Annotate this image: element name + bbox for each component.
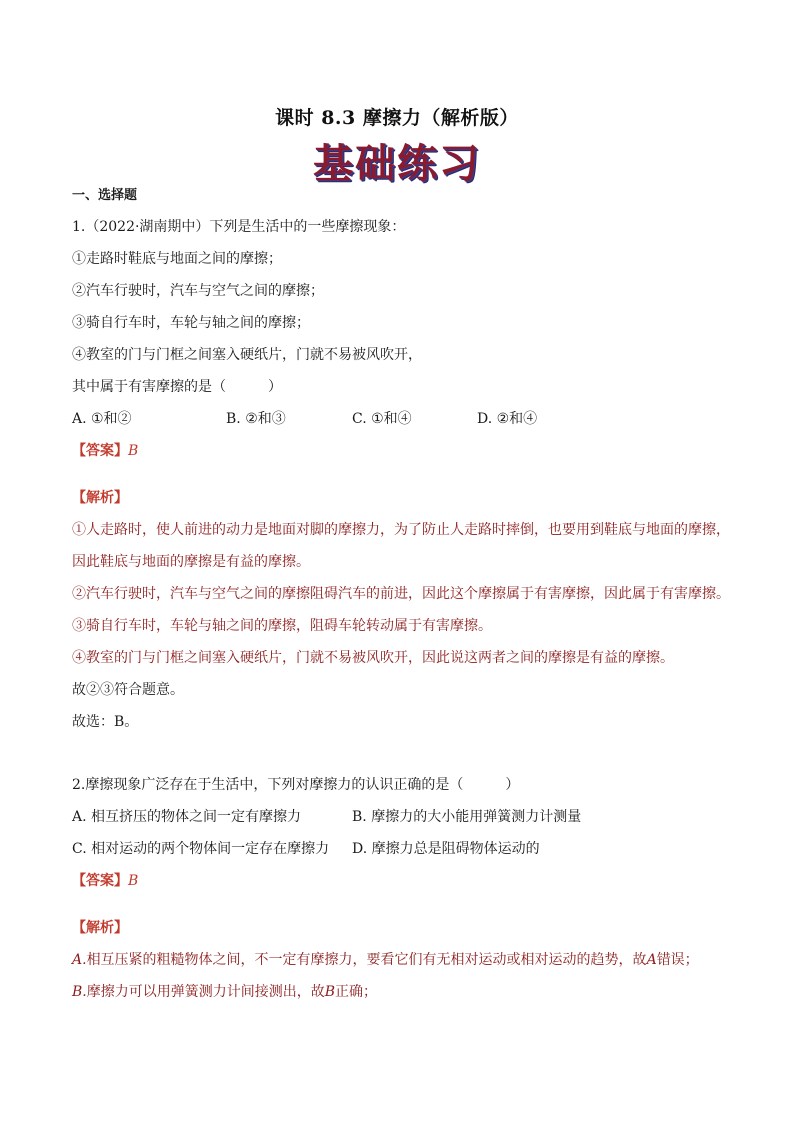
q1-answer-label: 【答案】: [72, 443, 128, 459]
q1-prompt: 其中属于有害摩擦的是（ ）: [72, 379, 282, 395]
q1-item-4: ④教室的门与门框之间塞入硬纸片，门就不易被风吹开，: [72, 347, 422, 363]
q1-analysis-label: [72, 489, 128, 507]
q1-option-a: A. ①和②: [72, 411, 132, 427]
q2-stem: 2.摩擦现象广泛存在于生活中，下列对摩擦力的认识正确的是（ ）: [72, 777, 520, 793]
q2-analysis-tag: 【解析】: [72, 920, 128, 936]
q1-choice: 故选：B。: [72, 714, 139, 730]
q1-item-3: ③骑自行车时，车轮与轴之间的摩擦；: [72, 315, 310, 331]
q2-analysis-b-letter: B: [324, 984, 336, 1000]
q2-option-c: C. 相对运动的两个物体间一定存在摩擦力: [72, 841, 330, 857]
q1-option-b: B. ②和③: [226, 411, 286, 427]
q2-option-a: A. 相互挤压的物体之间一定有摩擦力: [72, 809, 302, 825]
q2-option-b: B. 摩擦力的大小能用弹簧测力计测量: [352, 809, 582, 825]
q2-analysis-a-prefix: A.: [72, 952, 87, 968]
q2-analysis-b-text: 摩擦力可以用弹簧测力计间接测出，故: [86, 984, 325, 1000]
q1-analysis-tag: 【解析】: [72, 490, 128, 506]
q2-option-d: D. 摩擦力总是阻碍物体运动的: [352, 841, 540, 857]
q2-analysis-label: [72, 919, 128, 937]
q1-conclusion: 故②③符合题意。: [72, 682, 184, 698]
q1-analysis-line-1: ①人走路时，使人前进的动力是地面对脚的摩擦力，为了防止人走路时摔倒，也要用到鞋底与地面的摩擦，: [72, 522, 730, 538]
q2-answer-label: 【答案】: [72, 873, 128, 889]
q1-analysis-line-3: ②汽车行驶时，汽车与空气之间的摩擦阻碍汽车的前进，因此这个摩擦属于有害摩擦，因此属于有害摩擦。: [72, 586, 730, 602]
q2-analysis-a-end: 错误；: [656, 952, 699, 968]
q2-analysis-b: [72, 983, 377, 1001]
q2-answer-value: B: [128, 873, 139, 889]
q1-analysis-line-4: ③骑自行车时，车轮与轴之间的摩擦，阻碍车轮转动属于有害摩擦。: [72, 618, 492, 634]
q2-analysis-a-letter: A: [646, 952, 657, 968]
q1-analysis-line-5: ④教室的门与门框之间塞入硬纸片，门就不易被风吹开，因此说这两者之间的摩擦是有益的摩擦。: [72, 650, 674, 666]
q1-option-d: D. ②和④: [477, 411, 538, 427]
banner-title: 基础练习: [313, 141, 481, 187]
q1-option-c: C. ①和④: [352, 411, 412, 427]
q1-stem: 1.（2022·湖南期中）下列是生活中的一些摩擦现象：: [72, 219, 406, 235]
q1-analysis-line-2: 因此鞋底与地面的摩擦是有益的摩擦。: [72, 554, 310, 570]
q1-item-1: ①走路时鞋底与地面之间的摩擦；: [72, 251, 282, 267]
q2-analysis-a-text: 相互压紧的粗糙物体之间，不一定有摩擦力，要看它们有无相对运动或相对运动的趋势，故: [86, 952, 647, 968]
q2-analysis-b-end: 正确；: [335, 984, 378, 1000]
document-title: 课时 8.3 摩擦力（解析版）: [275, 107, 519, 129]
q1-answer: [72, 442, 138, 460]
q1-answer-value: B: [128, 443, 139, 459]
q2-analysis-a: [72, 951, 699, 969]
section-heading: 一、选择题: [72, 188, 138, 203]
q2-analysis-b-prefix: B.: [72, 984, 87, 1000]
q2-answer: [72, 872, 138, 890]
q1-item-2: ②汽车行驶时，汽车与空气之间的摩擦；: [72, 283, 324, 299]
